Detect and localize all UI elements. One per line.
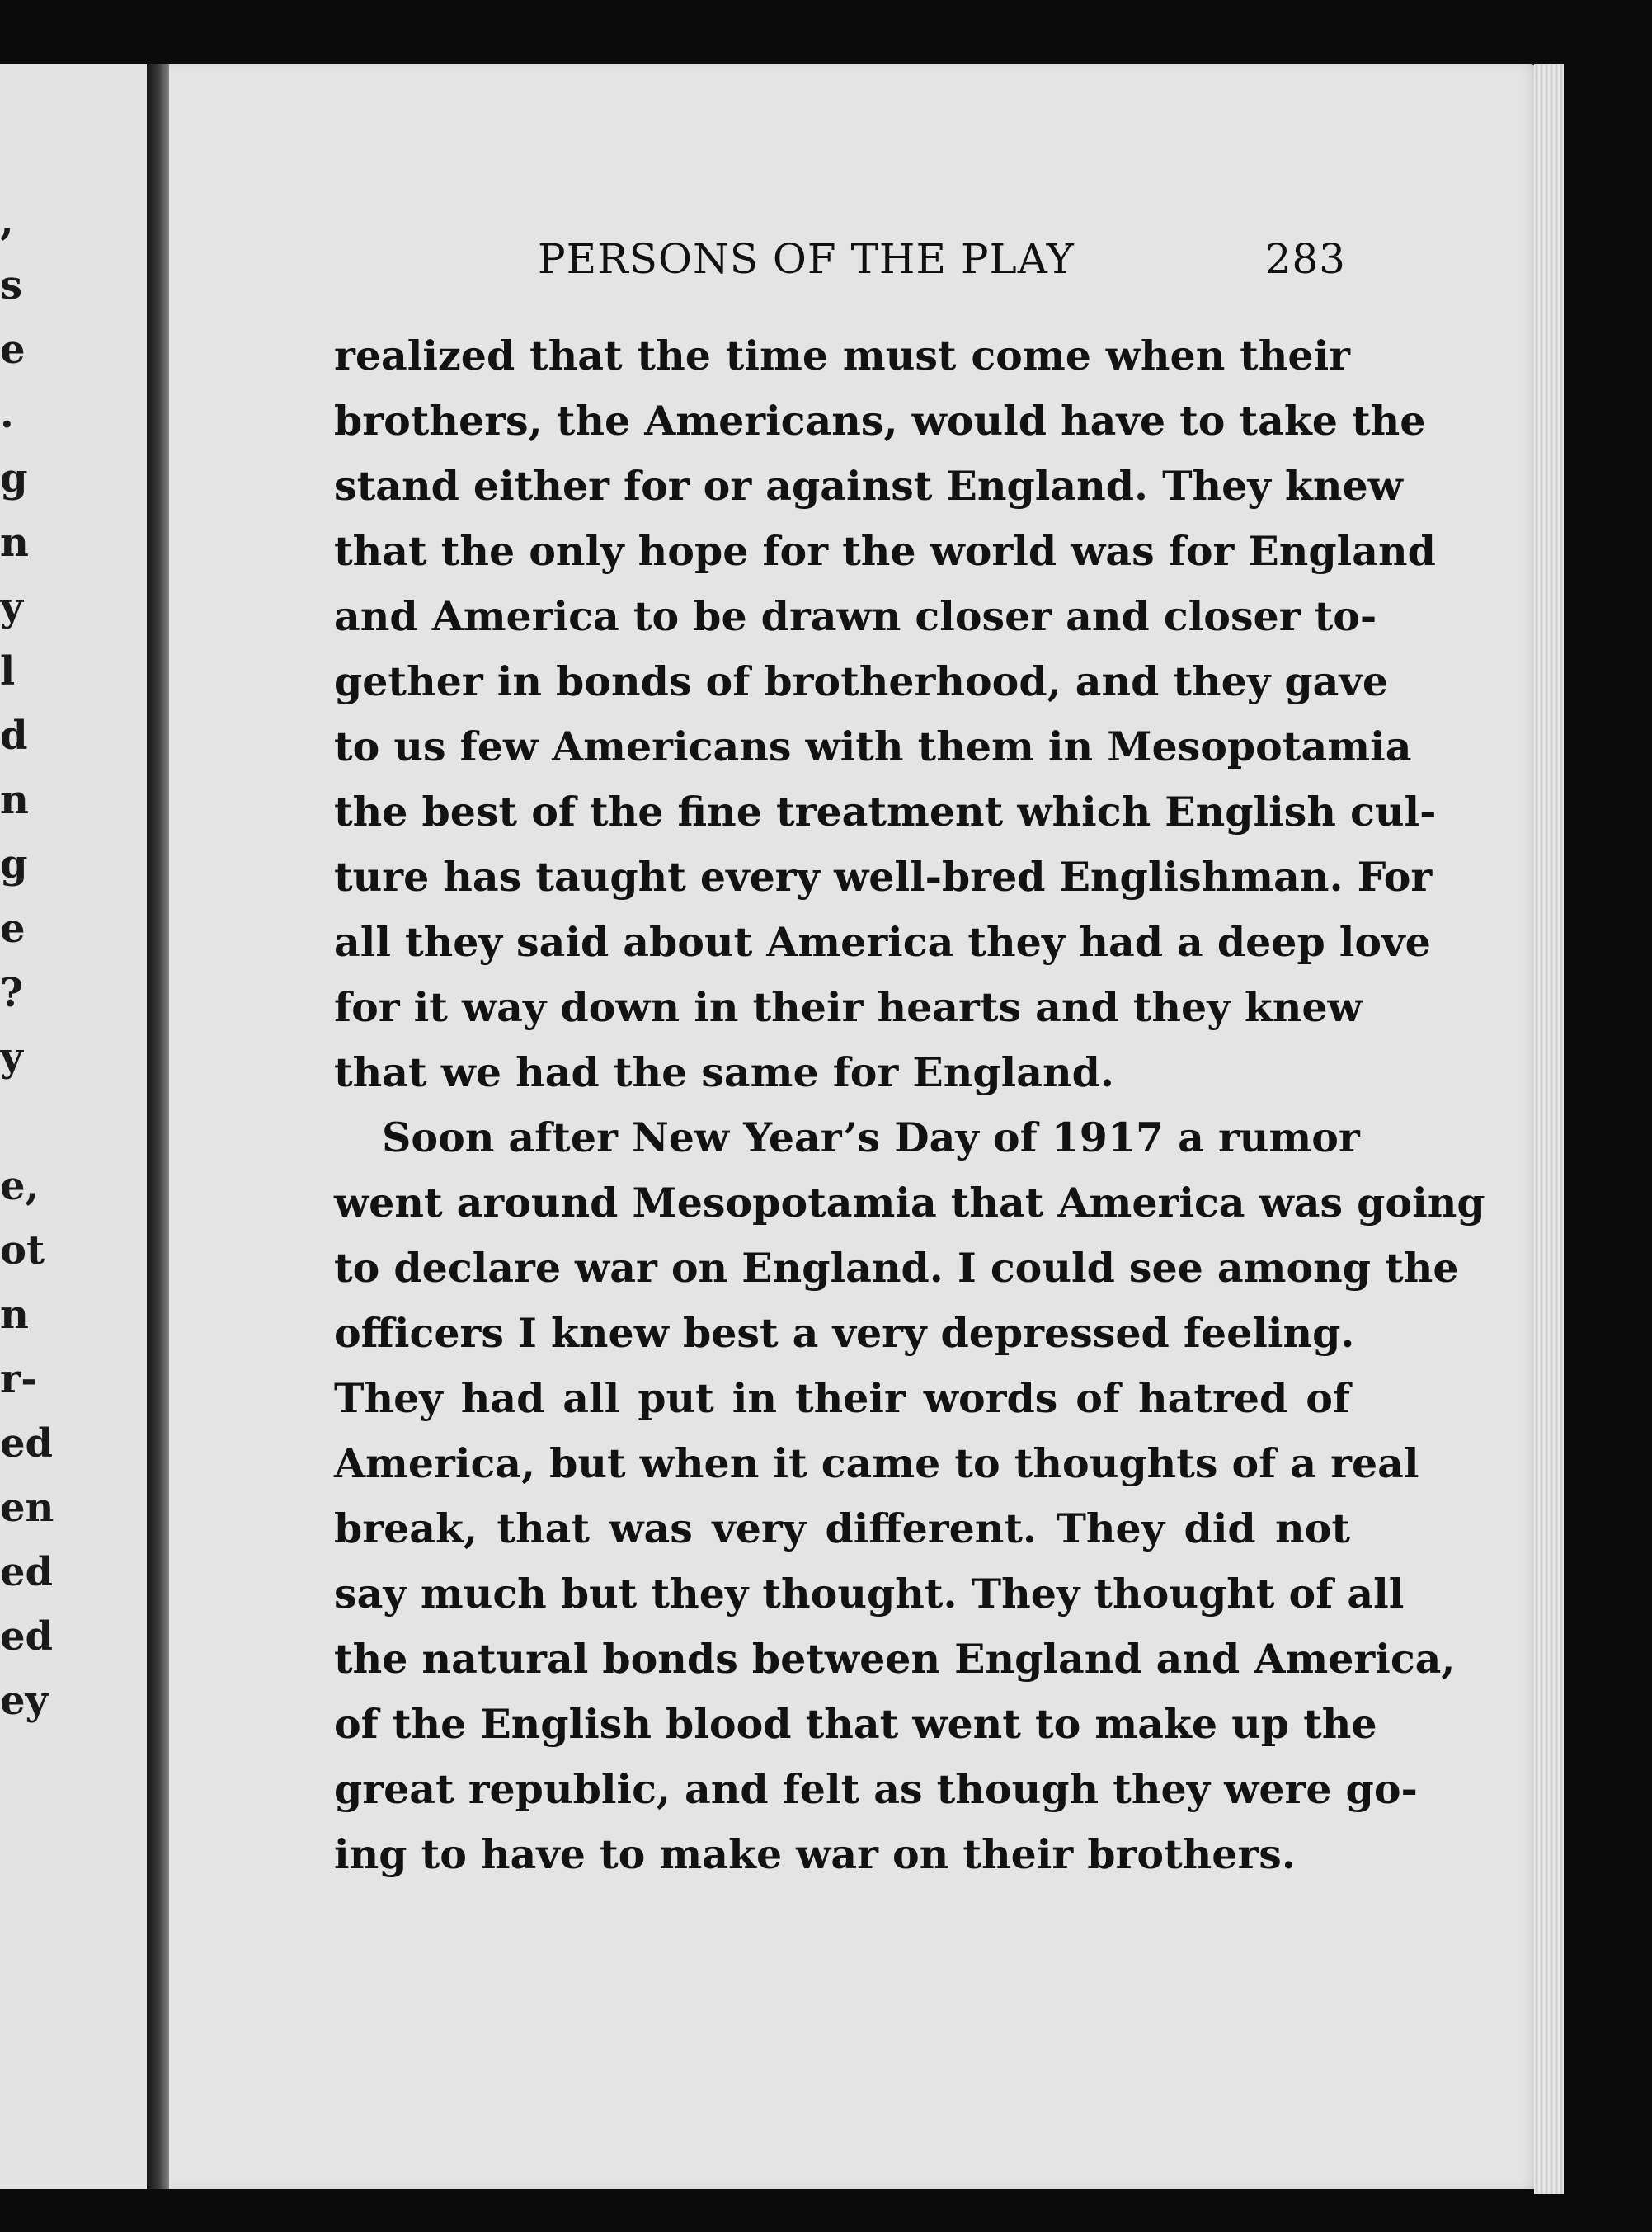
text-line: stand either for or against England. They knew: [334, 462, 1403, 510]
text-line: America, but when it came to thoughts of a real: [334, 1439, 1419, 1487]
page-number: 283: [1264, 235, 1346, 283]
text-line: the natural bonds between England and America,: [334, 1635, 1456, 1683]
left-page-edge: [0, 64, 147, 2189]
left-margin-fragment: g: [0, 841, 28, 888]
text-line: of the English blood that went to make up the: [334, 1700, 1377, 1748]
text-line: that the only hope for the world was for England: [334, 527, 1436, 575]
left-margin-fragment: ed: [0, 1613, 54, 1660]
body-text: [334, 323, 1485, 1887]
text-line: and America to be drawn closer and closer to-: [334, 592, 1377, 640]
left-margin-fragment: d: [0, 713, 28, 759]
text-line: that we had the same for England.: [334, 1048, 1114, 1096]
running-head-title: PERSONS OF THE PLAY: [538, 235, 1075, 283]
text-line: break, that was very different. They did not: [334, 1504, 1350, 1552]
left-margin-fragment: e,: [0, 1163, 40, 1209]
left-margin-fragment: n: [0, 777, 29, 823]
left-margin-fragment: e: [0, 327, 26, 373]
running-head: [538, 235, 1346, 301]
left-margin-fragment: ot: [0, 1227, 45, 1274]
text-line: say much but they thought. They thought of all: [334, 1570, 1405, 1617]
left-margin-fragment: y: [0, 584, 23, 630]
text-line: gether in bonds of brotherhood, and they gave: [334, 657, 1389, 705]
text-line: Soon after New Year’s Day of 1917 a rumor: [382, 1114, 1360, 1161]
text-line: the best of the fine treatment which English cul-: [334, 788, 1437, 836]
left-margin-fragment: ,: [0, 198, 14, 244]
text-line: all they said about America they had a deep love: [334, 918, 1431, 966]
left-margin-fragment: s: [0, 262, 23, 308]
left-page-cut-text: [0, 64, 58, 2189]
left-margin-fragment: y: [0, 1034, 23, 1081]
text-line: brothers, the Americans, would have to take the: [334, 397, 1426, 445]
page-stack-edge: [1534, 64, 1564, 2194]
left-margin-fragment: e: [0, 906, 26, 952]
left-margin-fragment: ed: [0, 1549, 54, 1595]
text-line: ture has taught every well-bred Englishman. For: [334, 853, 1433, 901]
text-line: officers I knew best a very depressed feeling.: [334, 1309, 1355, 1357]
text-line: for it way down in their hearts and they knew: [334, 983, 1363, 1031]
left-margin-fragment: l: [0, 648, 16, 695]
paragraph-2: [334, 1105, 1485, 1887]
text-line: to declare war on England. I could see among the: [334, 1244, 1459, 1292]
paragraph-1: [334, 323, 1437, 1105]
left-margin-fragment: ?: [0, 970, 24, 1016]
text-line: realized that the time must come when their: [334, 332, 1350, 379]
left-margin-fragment: r-: [0, 1356, 38, 1402]
text-line: They had all put in their words of hatred of: [334, 1374, 1350, 1422]
text-line: to us few Americans with them in Mesopotamia: [334, 723, 1412, 770]
left-margin-fragment: n: [0, 520, 29, 566]
left-margin-fragment: ed: [0, 1420, 54, 1467]
left-margin-fragment: .: [0, 391, 14, 437]
left-margin-fragment: en: [0, 1485, 54, 1531]
text-line: went around Mesopotamia that America was going: [334, 1179, 1485, 1227]
left-margin-fragment: g: [0, 455, 28, 501]
left-margin-fragment: ey: [0, 1678, 49, 1724]
left-margin-fragment: n: [0, 1292, 29, 1338]
text-line: great republic, and felt as though they were go-: [334, 1765, 1418, 1813]
text-line: ing to have to make war on their brothers.: [334, 1830, 1296, 1878]
